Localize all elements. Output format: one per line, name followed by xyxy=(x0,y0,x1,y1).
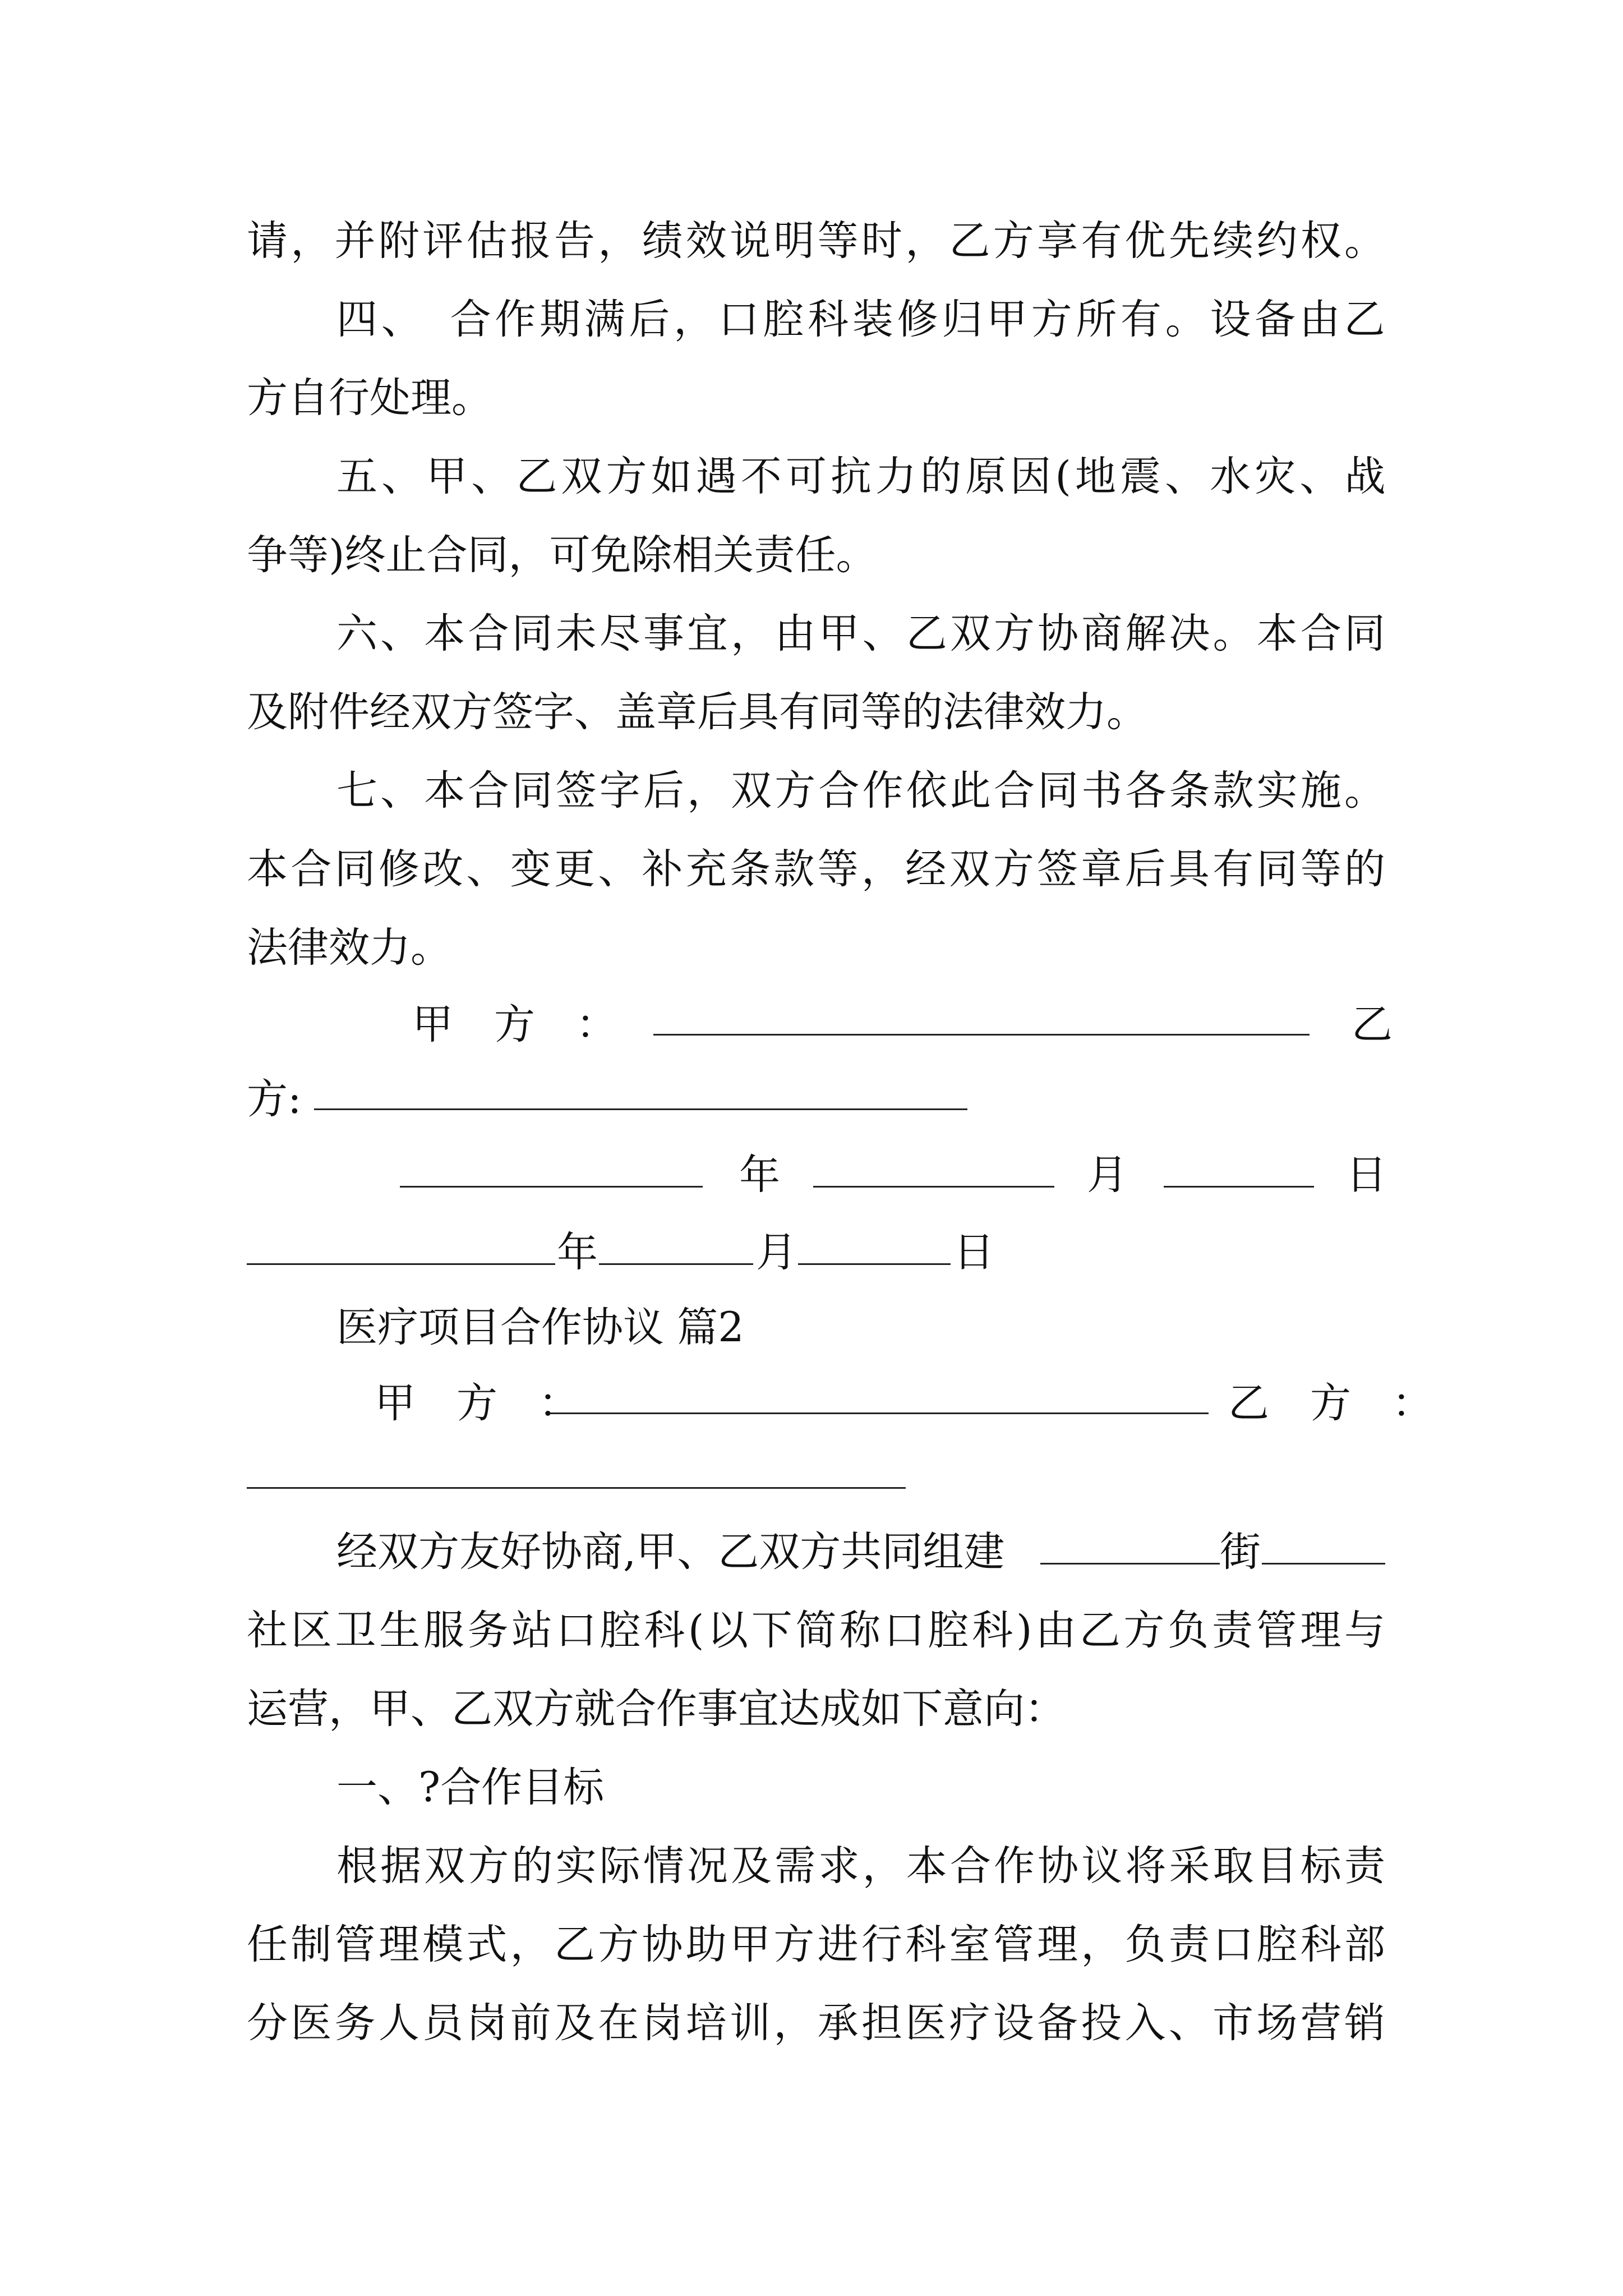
text-line: 社区卫生服务站口腔科(以下简称口腔科)由乙方负责管理与 xyxy=(247,1607,1389,1654)
date-year-label: 年 xyxy=(557,1228,598,1276)
text-line: 五、甲、乙双方如遇不可抗力的原因(地震、水灾、战 xyxy=(336,453,1390,500)
date-day-label: 日 xyxy=(1346,1151,1387,1199)
party-a-label: 甲 方 ： xyxy=(375,1379,579,1427)
intro-line-start: 经双方友好协商,甲、乙双方共同组建 xyxy=(336,1528,1005,1576)
date-day-label: 日 xyxy=(953,1228,994,1276)
date-year-blank xyxy=(247,1263,555,1265)
party-b-signature-line xyxy=(314,1108,967,1110)
text-line: 法律效力。 xyxy=(247,924,451,972)
text-line: 运营，甲、乙双方就合作事宜达成如下意向： xyxy=(247,1685,1066,1733)
text-line: 四、 合作期满后，口腔科装修归甲方所有。设备由乙 xyxy=(336,296,1389,343)
heading-cooperation-goal: 一、?合作目标 xyxy=(336,1764,605,1811)
text-line: 本合同修改、变更、补充条款等，经双方签章后具有同等的 xyxy=(247,845,1389,893)
date-month-blank xyxy=(599,1263,753,1265)
party-a-signature-line xyxy=(653,1034,1310,1036)
date-month-label: 月 xyxy=(1087,1151,1128,1199)
text-line: 分医务人员岗前及在岗培训，承担医疗设备投入、市场营销 xyxy=(247,1999,1389,2047)
text-line: 六、本合同未尽事宜，由甲、乙双方协商解决。本合同 xyxy=(336,610,1389,657)
text-line: 根据双方的实际情况及需求，本合作协议将采取目标责 xyxy=(336,1842,1389,1890)
party-b-label-end: 方: xyxy=(247,1075,302,1123)
party-b-label-start: 乙 xyxy=(1352,1001,1393,1048)
text-line: 七、本合同签字后，双方合作依此合同书各条款实施。 xyxy=(336,767,1389,815)
date-year-blank xyxy=(400,1186,703,1188)
party-a-label: 甲 方 ： xyxy=(412,1001,617,1048)
date-year-label: 年 xyxy=(739,1151,780,1199)
text-line: 请，并附评估报告，绩效说明等时，乙方享有优先续约权。 xyxy=(247,217,1389,265)
party-b-signature-line xyxy=(247,1487,906,1489)
text-line: 任制管理模式，乙方协助甲方进行科室管理，负责口腔科部 xyxy=(247,1921,1389,1968)
intro-street-label: 街 xyxy=(1220,1528,1261,1576)
text-line: 及附件经双方签字、盖章后具有同等的法律效力。 xyxy=(247,688,1147,736)
section-title: 医疗项目合作协议 篇2 xyxy=(336,1304,744,1351)
date-day-blank xyxy=(1164,1186,1314,1188)
text-line: 争等)终止合同，可免除相关责任。 xyxy=(247,531,877,579)
party-b-label: 乙 方 ： xyxy=(1228,1379,1433,1427)
date-day-blank xyxy=(798,1263,951,1265)
text-line: 方自行处理。 xyxy=(247,374,492,422)
party-a-signature-line xyxy=(550,1412,1209,1414)
community-blank xyxy=(1262,1563,1385,1565)
date-month-label: 月 xyxy=(756,1228,797,1276)
street-blank xyxy=(1040,1563,1220,1565)
date-month-blank xyxy=(813,1186,1054,1188)
